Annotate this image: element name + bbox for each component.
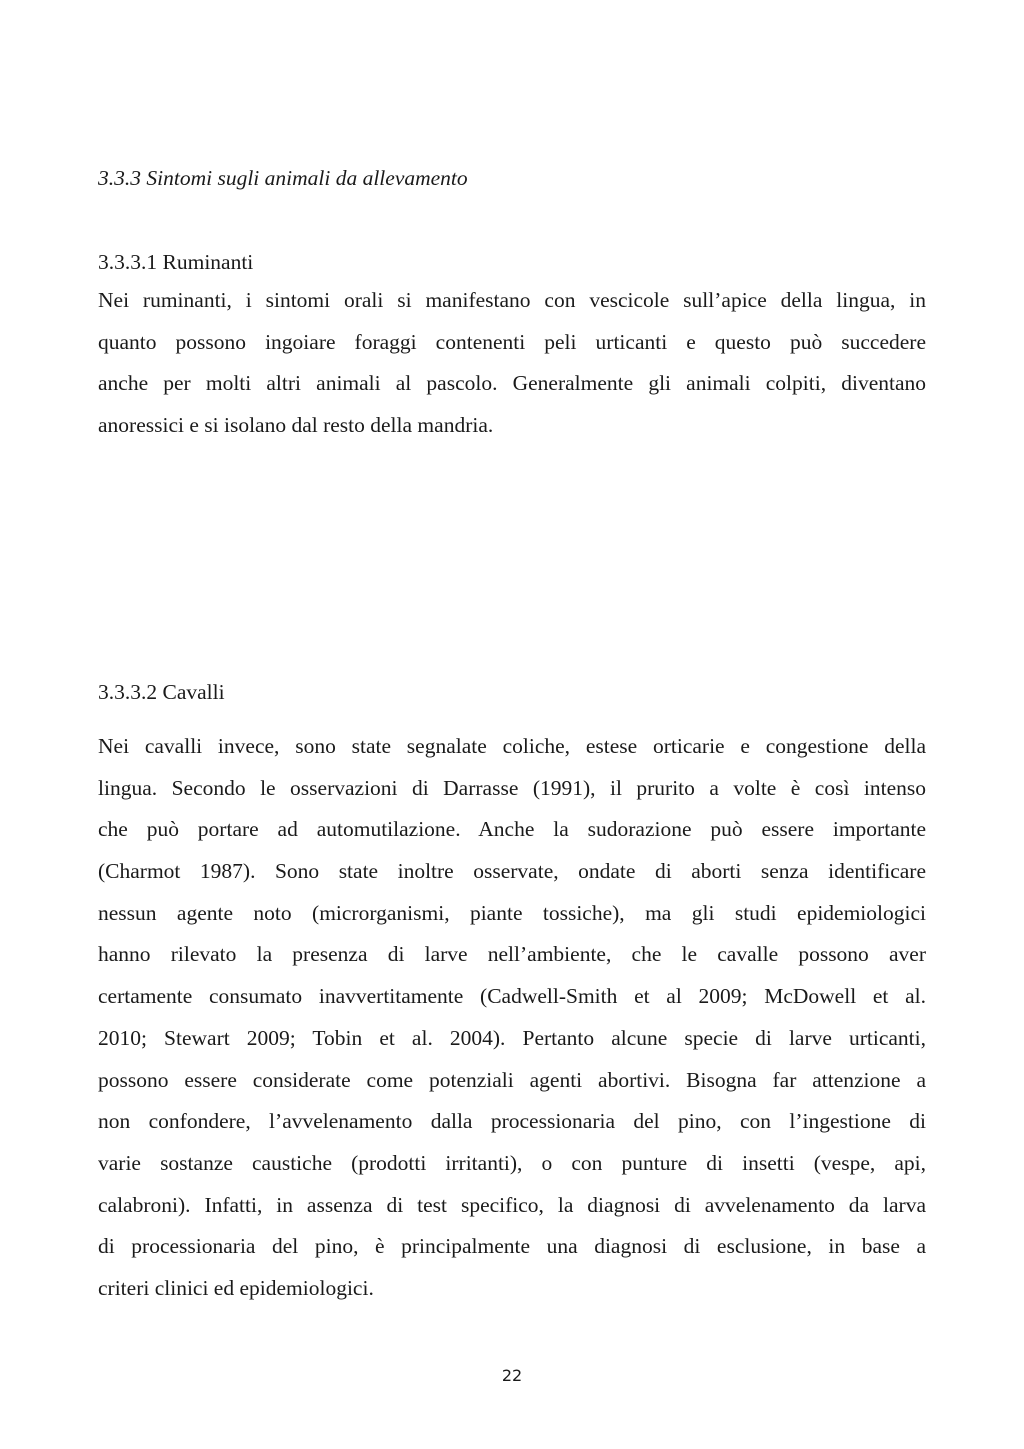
text-line: di processionaria del pino, è principalmente una diagnosi di esclusione, in base a [98, 1234, 926, 1259]
text-line: 2010; Stewart 2009; Tobin et al. 2004). Pertanto alcune specie di larve urticanti, [98, 1025, 926, 1050]
text-line: criteri clinici ed epidemiologici. [98, 1275, 374, 1300]
text-line: Nei ruminanti, i sintomi orali si manifestano con vescicole sull’apice della lingua, in [98, 288, 926, 312]
text-line: hanno rilevato la presenza di larve nell’ambiente, che le cavalle possono aver [98, 942, 926, 967]
text-line: possono essere considerate come potenziali agenti abortivi. Bisogna far attenzione a [98, 1067, 926, 1092]
page-number: 22 [501, 1366, 523, 1385]
text-line: varie sostanze caustiche (prodotti irritanti), o con punture di insetti (vespe, api, [98, 1150, 926, 1175]
text-line: (Charmot 1987). Sono state inoltre osservate, ondate di aborti senza identificare [98, 859, 926, 884]
text-line: calabroni). Infatti, in assenza di test specifico, la diagnosi di avvelenamento da larva [98, 1192, 926, 1217]
paragraph-cavalli [98, 731, 926, 1315]
text-line: anche per molti altri animali al pascolo. Generalmente gli animali colpiti, diventano [98, 371, 926, 396]
subsection-heading-ruminanti: 3.3.3.1 Ruminanti [98, 250, 254, 274]
text-line: certamente consumato inavvertitamente (Cadwell-Smith et al 2009; McDowell et al. [98, 984, 926, 1009]
text-line: non confondere, l’avvelenamento dalla processionaria del pino, con l’ingestione di [98, 1109, 926, 1134]
text-line: nessun agente noto (microrganismi, piante tossiche), ma gli studi epidemiologici [98, 900, 926, 925]
text-line: Nei cavalli invece, sono state segnalate coliche, estese orticarie e congestione della [98, 734, 926, 758]
text-line: quanto possono ingoiare foraggi contenenti peli urticanti e questo può succedere [98, 329, 926, 354]
text-line: lingua. Secondo le osservazioni di Darrasse (1991), il prurito a volte è così intenso [98, 775, 926, 800]
text-line: anoressici e si isolano dal resto della mandria. [98, 413, 494, 438]
text-line: che può portare ad automutilazione. Anche la sudorazione può essere importante [98, 817, 926, 842]
section-heading: 3.3.3 Sintomi sugli animali da allevamento [98, 166, 468, 190]
subsection-heading-cavalli: 3.3.3.2 Cavalli [98, 680, 225, 704]
paragraph-ruminanti [98, 285, 926, 452]
